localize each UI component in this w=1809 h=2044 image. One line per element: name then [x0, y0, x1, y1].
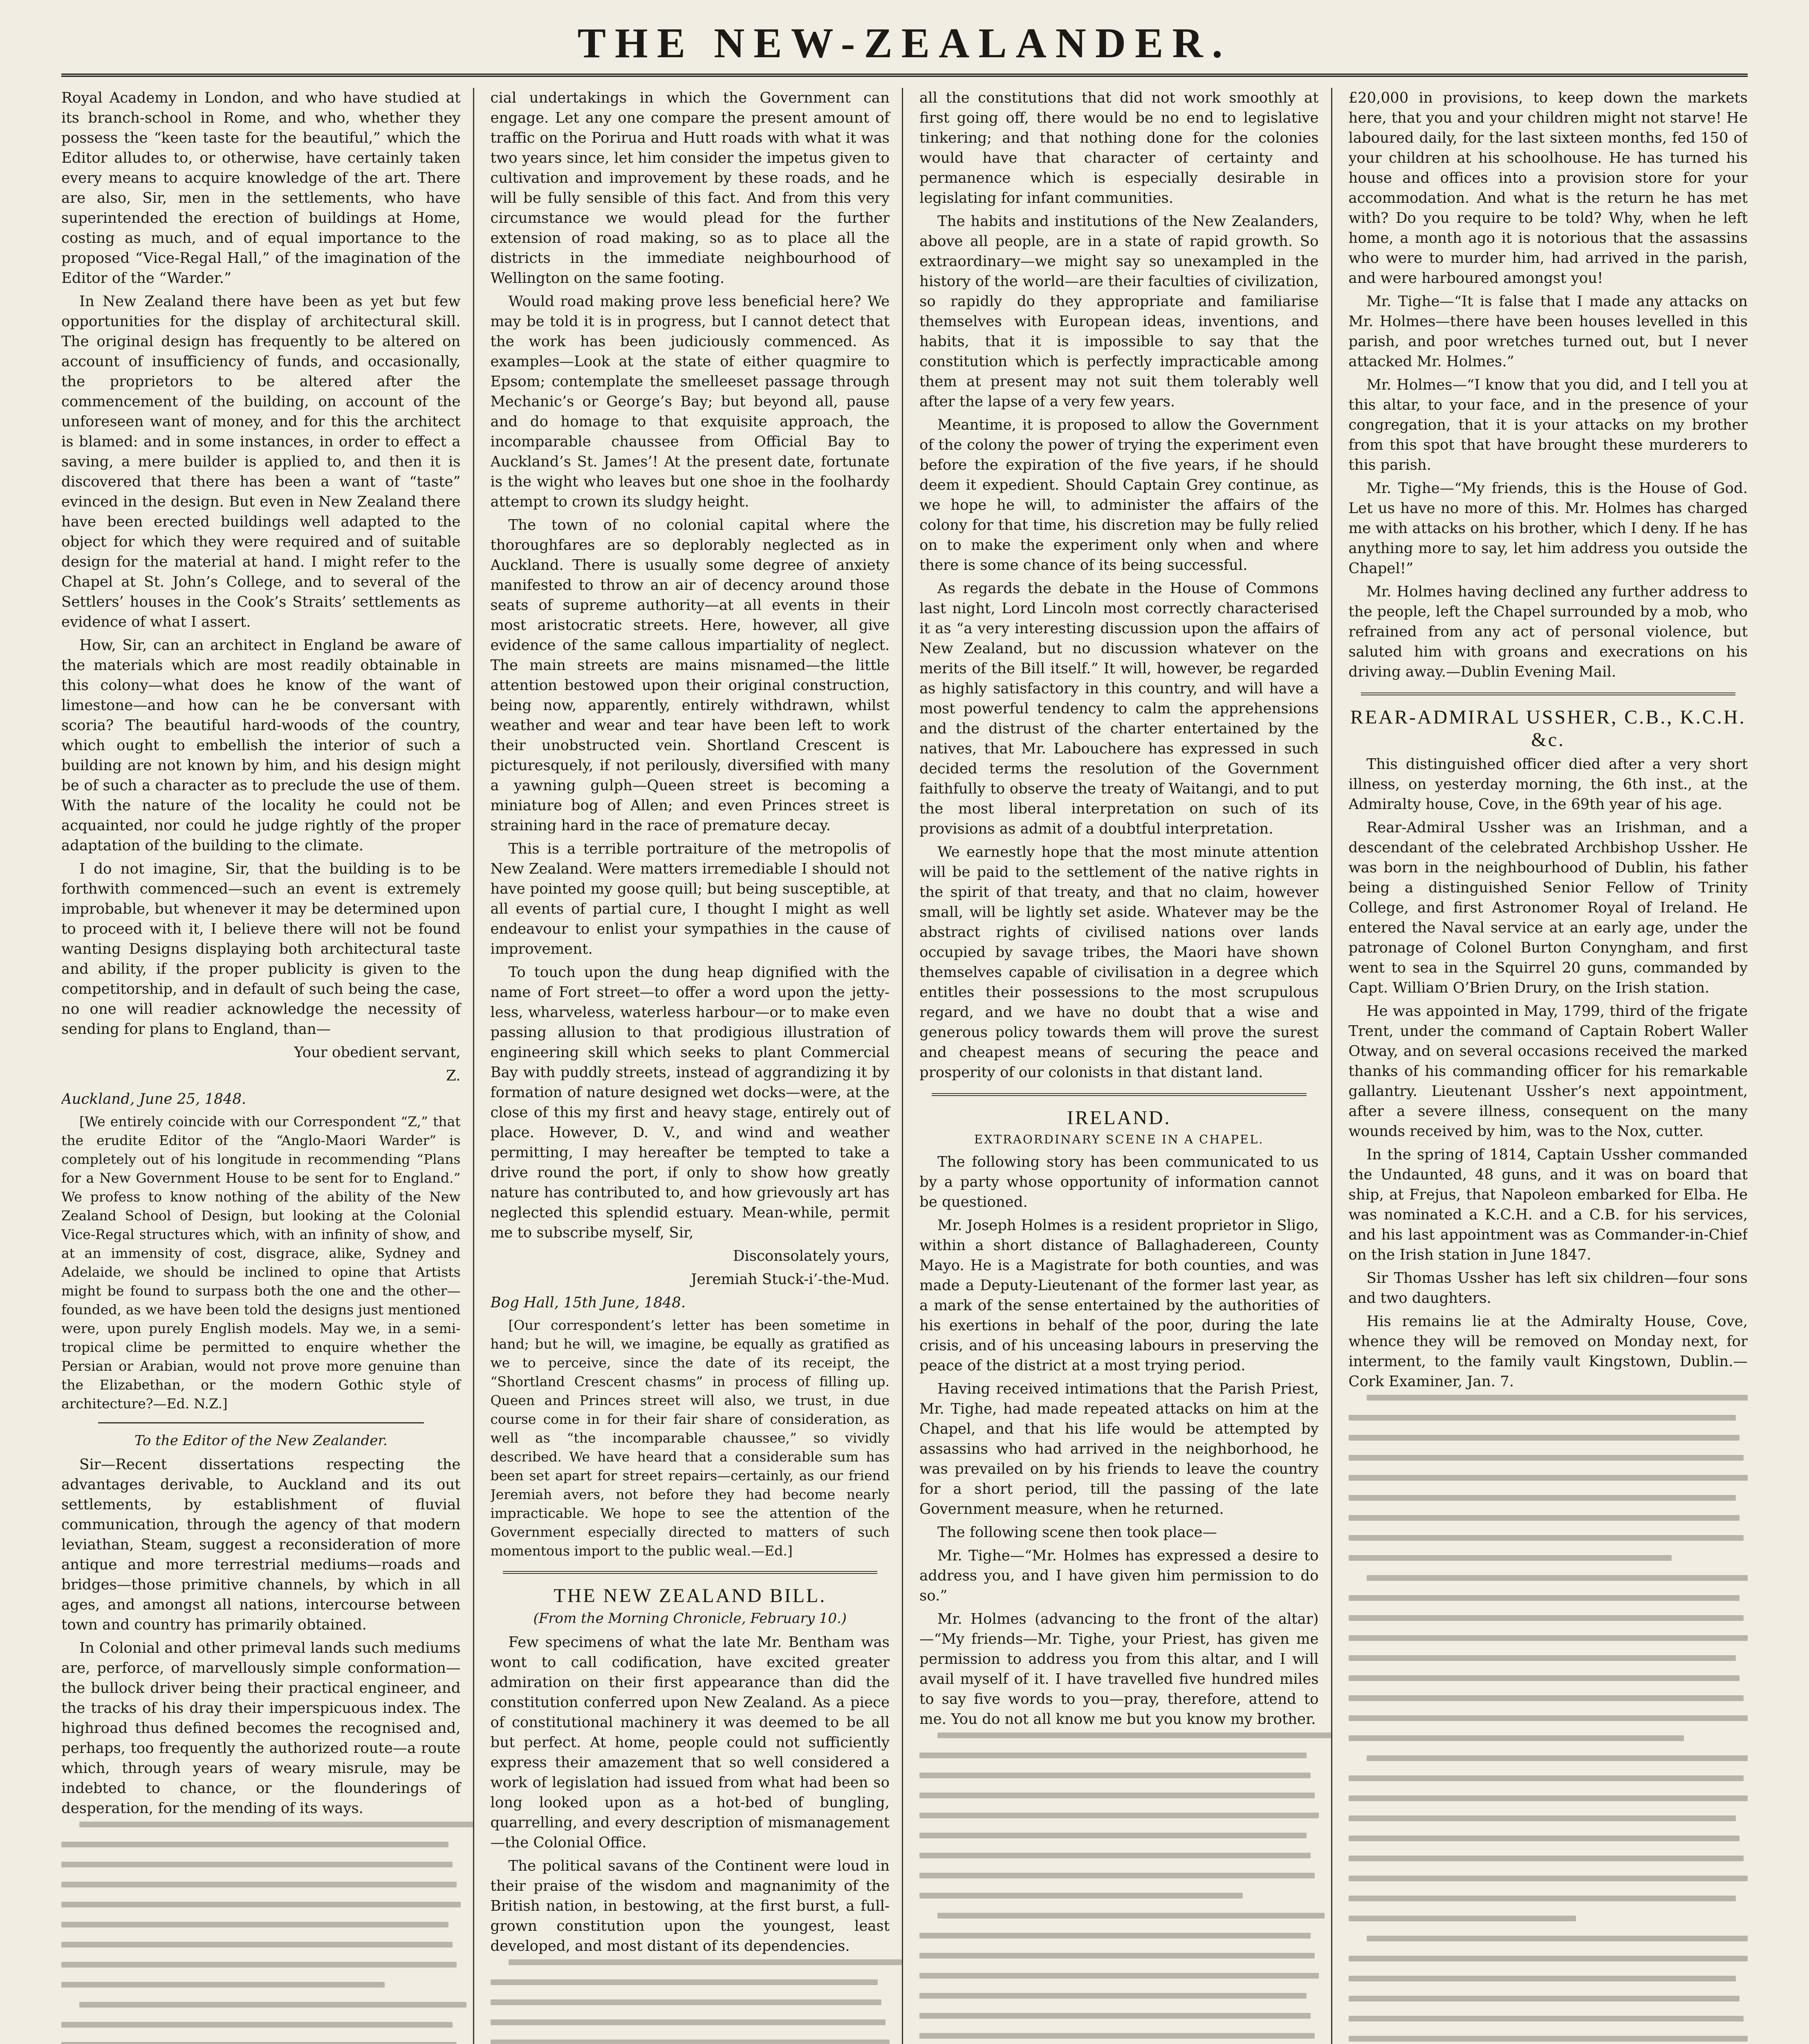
- text-line-placeholder: [491, 1979, 878, 1985]
- letter-signature: Z.: [446, 1067, 461, 1084]
- text-line-placeholder: [1349, 1896, 1736, 1901]
- text-line-placeholder: [61, 1862, 453, 1867]
- text-line-placeholder: [1349, 1615, 1744, 1621]
- text-line-placeholder: [61, 1842, 448, 1847]
- text-line-placeholder: [1349, 2036, 1748, 2042]
- text-line-placeholder: [1349, 1695, 1744, 1701]
- masthead: [61, 12, 1748, 77]
- section-divider: [1361, 693, 1736, 695]
- text-line-placeholder: [1349, 2016, 1744, 2022]
- text-line-placeholder: [919, 1933, 1311, 1939]
- letter-paragraph: I do not imagine, Sir, that the building is to be forthwith commenced—such an event is extremely improbable, but whenever it may be determined upon to proceed with it, I believe there will not be found wanting Designs displaying both architectural taste and ability, if the proper publicity is given to the competitorship, and in default of such being the case, no one will readier acknowledge the necessity of sending for plans to England, than—: [61, 861, 461, 1038]
- text-line-placeholder: [919, 1813, 1319, 1818]
- article-heading: REAR-ADMIRAL USSHER, C.B., K.C.H. &c.: [1350, 706, 1746, 751]
- article-paragraph: Mr. Tighe—“It is false that I made any attacks on Mr. Holmes—there have been houses levelled in this parish, and poor wretches turned out, but I never attacked Mr. Holmes.”: [1348, 293, 1748, 370]
- letter-paragraph: In New Zealand there have been as yet but few opportunities for the display of architectural skill. The original design has frequently to be altered on account of insufficiency of funds, and occasionally, the proprietors to be altered after the commencement of the building, on account of the unforeseen want of money, and for this the architect is blamed: and in some instances, in order to effect a saving, a mere builder is applied to, and then it is discovered that there has been a want of “taste” evinced in the design. But even in New Zealand there have been erected buildings well adapted to the object for which they were required and of suitable design for the material at hand. I might refer to the Chapel at St. John’s College, and to several of the Settlers’ houses in the Cook’s Straits’ settlements as evidence of what I assert.: [61, 293, 461, 630]
- text-line-placeholder: [491, 2019, 886, 2025]
- text-line-placeholder: [61, 2042, 457, 2044]
- letter-signature: Jeremiah Stuck-i’-the-Mud.: [691, 1271, 890, 1288]
- text-line-placeholder: [1349, 1495, 1736, 1501]
- letter-dateline: Auckland, June 25, 1848.: [61, 1091, 247, 1107]
- text-line-placeholder: [1349, 1795, 1748, 1801]
- letter-paragraph: Royal Academy in London, and who have studied at its branch-school in Rome, and who, whether they possess the “keen taste for the beautiful,” which the Editor alludes to, or otherwise, have certainly taken every means to acquire knowledge of the art. There are also, Sir, men in the settlements, who have superintended the erection of buildings at Home, costing as much, and of equal importance to the proposed “Vice-Regal Hall,” of the imagination of the Editor of the “Warder.”: [61, 90, 461, 287]
- article-paragraph: This distinguished officer died after a very short illness, on yesterday morning, the 6th inst., at the Admiralty house, Cove, in the 69th year of his age.: [1348, 756, 1748, 813]
- text-continuation: [491, 1959, 890, 2044]
- section-divider: [503, 1571, 878, 1574]
- text-line-placeholder: [1349, 1675, 1740, 1681]
- letter-paragraph: How, Sir, can an architect in England be aware of the materials which are most readily obtainable in this colony—what does he know of the want of limestone—and how can he be conversant with scoria? The beautiful hard-woods of the country, which ought to embellish the interior of such a building are not known by him, and his design might be of such a character as to preclude the use of them. With the nature of the locality he could not be acquainted, nor could he judge rightly of the proper adaptation of the building to the climate.: [61, 637, 461, 854]
- article-paragraph: Few specimens of what the late Mr. Bentham was wont to call codification, have excited greater admiration on their first appearance than did the constitution conferred upon New Zealand. As a piece of constitutional machinery it was deemed to be all but perfect. At home, people could not sufficiently express their amazement that so well considered a work of legislation had issued from what had been so long looked upon as a hot-bed of bungling, quarrelling, and every description of mismanagement—the Colonial Office.: [490, 1634, 890, 1851]
- column-3: [919, 88, 1332, 2044]
- text-line-placeholder: [1349, 1856, 1744, 1861]
- text-line-placeholder: [919, 1973, 1319, 1979]
- article-paragraph: The habits and institutions of the New Zealanders, above all people, are in a state of rapid growth. So extraordinary—we might say so unexampled in the history of the world—are their faculties of civilization, so rapidly do they appropriate and familiarise themselves with European ideas, inventions, and habits, that it is impossible to say that the constitution which is perfectly impracticable among them at present may not suit them tolerably well after the lapse of a very few years.: [919, 213, 1319, 410]
- article-heading: IRELAND.: [1067, 1107, 1171, 1129]
- columns: [61, 88, 1748, 2044]
- column-2: [491, 88, 903, 2044]
- text-line-placeholder: [937, 1732, 1332, 1738]
- editorial-note: [We entirely coincide with our Correspondent “Z,” that the erudite Editor of the “Anglo-Maori Warder” is completely out of his longitude in recommending “Plans for a New Government House to be sent for to England.” We profess to know nothing of the ability of the New Zealand School of Design, but looking at the Colonial Vice-Regal structures which, with an infinity of show, and at an immensity of cost, disgrace, alike, Sydney and Adelaide, we should be inclined to opine that Artists might be found to surpass both the one and the other—founded, as we have been told the designs just mentioned were, upon purely English models. May we, in a semi-tropical clime be permitted to enquire whether the Persian or Arabian, would not prove more genuine than the Elizabethan, or the modern Gothic style of architecture?—Ed. N.Z.]: [61, 1114, 461, 1412]
- text-line-placeholder: [1367, 1395, 1748, 1401]
- article-paragraph: The political savans of the Continent were loud in their praise of the wisdom and magnanimity of the British nation, in bestowing, at the first burst, a full-grown constitution upon the youngest, least developed, and most distant of its dependencies.: [490, 1858, 890, 1954]
- text-line-placeholder: [1349, 1876, 1748, 1881]
- text-line-placeholder: [1367, 1936, 1748, 1941]
- article-paragraph: Mr. Joseph Holmes is a resident proprietor in Sligo, within a short distance of Ballaghadereen, County Mayo. He is a Magistrate for both counties, and was made a Deputy-Lieutenant of the former last year, as a mark of the sense entertained by the authorities of his exertions in behalf of the poor, during the late crisis, and of his unceasing labours in preserving the peace of the district at a most trying period.: [919, 1217, 1319, 1374]
- article-paragraph: Sir Thomas Ussher has left six children—four sons and two daughters.: [1348, 1270, 1748, 1307]
- article-paragraph: As regards the debate in the House of Commons last night, Lord Lincoln most correctly characterised it as “a very interesting discussion upon the affairs of New Zealand, but no discussion whatever on the merits of the Bill itself.” It will, however, be regarded as highly satisfactory in this country, and will have a most powerful tendency to calm the apprehensions and the distrust of the charter entertained by the natives, that Mr. Labouchere has expressed in such decided terms the resolution of the Government faithfully to observe the treaty of Waitangi, and to put the most liberal interpretation on such of its provisions as admit of a doubtful interpretation.: [919, 580, 1319, 837]
- text-line-placeholder: [919, 1893, 1243, 1898]
- text-line-placeholder: [919, 1993, 1307, 1999]
- letter-paragraph: Sir—Recent dissertations respecting the advantages derivable, to Auckland and its out settlements, by establishment of fluvial communication, through the agency of that modern leviathan, Steam, suggest a reconsideration of more antique and more terrestrial mediums—roads and bridges—those primitive channels, by which in all ages, and amongst all nations, intercourse between town and country has primarily obtained.: [61, 1456, 461, 1633]
- text-line-placeholder: [919, 1853, 1311, 1858]
- article-paragraph: Mr. Tighe—“Mr. Holmes has expressed a desire to address you, and I have given him permission to do so.”: [919, 1547, 1319, 1604]
- text-line-placeholder: [61, 1982, 385, 1988]
- text-line-placeholder: [1349, 1996, 1740, 2001]
- article-paragraph: The following story has been communicated to us by a party whose opportunity of information cannot be questioned.: [919, 1154, 1319, 1210]
- text-line-placeholder: [919, 2033, 1315, 2039]
- article-heading: THE NEW ZEALAND BILL.: [554, 1585, 827, 1607]
- text-line-placeholder: [1349, 1635, 1748, 1641]
- text-line-placeholder: [61, 1962, 457, 1968]
- text-line-placeholder: [1349, 1836, 1740, 1841]
- text-line-placeholder: [1349, 1415, 1736, 1421]
- editor-reply: [Our correspondent’s letter has been sometime in hand; but he will, we imagine, be equally as gratified as we to perceive, since the date of its receipt, the “Shortland Crescent chasms” in process of filling up. Queen and Princes street will also, we trust, in due course come in for their fair share of consideration, as well as “the incomparable chaussee,” so vividly described. We have heard that a considerable sum has been set apart for street repairs—certainly, as our friend Jeremiah avers, not before they had become nearly impracticable. We hope to see the attention of the Government especially directed to matters of such momentous import to the public weal.—Ed.]: [490, 1317, 890, 1559]
- article-paragraph: Mr. Holmes (advancing to the front of the altar)—“My friends—Mr. Tighe, your Priest, has given me permission to address you from this altar, and I will avail myself of it. I have travelled five hundred miles to say five words to you—pray, therefore, attend to me. You do not all know me but you know my brother.: [919, 1611, 1319, 1728]
- text-line-placeholder: [1367, 1575, 1748, 1581]
- newspaper-title: THE NEW-ZEALANDER.: [577, 19, 1232, 67]
- text-line-placeholder: [61, 1942, 453, 1948]
- article-paragraph: His remains lie at the Admiralty House, Cove, whence they will be removed on Monday next, for interment, to the family vault Kingstown, Dublin.—Cork Examiner, Jan. 7.: [1348, 1313, 1748, 1390]
- text-line-placeholder: [1349, 1956, 1748, 1961]
- letter-title: To the Editor of the New Zealander.: [134, 1432, 388, 1449]
- text-line-placeholder: [79, 2002, 466, 2008]
- text-line-placeholder: [491, 1999, 882, 2005]
- text-line-placeholder: [1349, 1475, 1748, 1481]
- text-line-placeholder: [919, 1793, 1315, 1798]
- text-continuation: [919, 1732, 1319, 2044]
- text-line-placeholder: [61, 2022, 453, 2028]
- text-line-placeholder: [1349, 1735, 1684, 1741]
- text-line-placeholder: [1349, 1535, 1744, 1541]
- article-paragraph: Rear-Admiral Ussher was an Irishman, and a descendant of the celebrated Archbishop Ussher. He was born in the neighbourhood of Dublin, his father being a distinguished Senior Fellow of Trinity College, and first Astronomer Royal of Ireland. He entered the Naval service at an early age, under the patronage of Colonel Burton Conyngham, and first went to sea in the Squirrel 20 guns, commanded by Capt. William O’Brien Drury, on the Irish station.: [1348, 819, 1748, 996]
- text-line-placeholder: [1349, 1555, 1672, 1561]
- text-line-placeholder: [1349, 1655, 1736, 1661]
- letter-sign-off: Disconsolately yours,: [733, 1248, 890, 1264]
- text-line-placeholder: [1349, 1715, 1748, 1721]
- text-line-placeholder: [919, 1833, 1307, 1838]
- text-line-placeholder: [79, 1822, 474, 1827]
- text-line-placeholder: [919, 1773, 1311, 1778]
- text-line-placeholder: [491, 2040, 890, 2044]
- text-line-placeholder: [937, 1913, 1325, 1918]
- letter-paragraph: This is a terrible portraiture of the metropolis of New Zealand. Were matters irremediable I should not have pointed my goose quill; but being susceptible, at all events of partial cure, I thought I might as well endeavour to enlist your sympathies in the cause of improvement.: [490, 840, 890, 957]
- section-divider: [932, 1093, 1307, 1096]
- letter-paragraph: Would road making prove less beneficial here? We may be told it is in progress, but I cannot detect that the work has been judiciously commenced. As examples—Look at the state of either quagmire to Epsom; contemplate the smelleeset passage through Mechanic’s or George’s Bay; but beyond all, pause and do homage to that exquisite approach, the incomparable chaussee from Official Bay to Auckland’s St. James’! At the present date, fortunate is the wight who leaves but one shoe in the foolhardy attempt to crown its sludgy height.: [490, 293, 890, 510]
- letter-dateline: Bog Hall, 15th June, 1848.: [490, 1294, 686, 1311]
- text-continuation: [1349, 1395, 1748, 2044]
- text-line-placeholder: [1349, 1455, 1744, 1461]
- article-paragraph: He was appointed in May, 1799, third of the frigate Trent, under the command of Captain Robert Waller Otway, and on several occasions received the marked thanks of his commanding officer for his remarkable gallantry. Lieutenant Ussher’s next appointment, after a severe illness, consequent on the many wounds received by him, was to the Nox, cutter.: [1348, 1003, 1748, 1140]
- letter-paragraph: In Colonial and other primeval lands such mediums are, perforce, of marvellously simple conformation—the bullock driver being their practical engineer, and the tracks of his dray their imperspicuous index. The highroad thus defined becomes the recognised and, perhaps, too frequently the authorized route—a route which, through years of weary misrule, may be indebted to chance, or the flounderings of desperation, for the mending of its ways.: [61, 1640, 461, 1817]
- article-subheading: EXTRAORDINARY SCENE IN A CHAPEL.: [974, 1132, 1264, 1146]
- article-paragraph: Mr. Tighe—“My friends, this is the House of God. Let us have no more of this. Mr. Holmes has charged me with attacks on his brother, which I deny. If he has anything more to say, let him address you outside the Chapel!”: [1348, 480, 1748, 577]
- text-line-placeholder: [1349, 1976, 1736, 1981]
- text-line-placeholder: [1349, 1916, 1576, 1921]
- article-paragraph: Mr. Holmes having declined any further address to the people, left the Chapel surrounded by a mob, who refrained from any act of personal violence, but saluted him with groans and execrations on his driving away.—Dublin Evening Mail.: [1348, 583, 1748, 680]
- letter-paragraph: cial undertakings in which the Government can engage. Let any one compare the present amount of traffic on the Porirua and Hutt roads with what it was two years since, let him consider the impetus given to cultivation and improvement by these roads, and he will be fully sensible of this fact. And from this very circumstance we would plead for the further extension of road making, so as to place all the districts in the immediate neighbourhood of Wellington on the same footing.: [490, 90, 890, 287]
- article-paragraph: all the constitutions that did not work smoothly at first going off, there would be no end to legislative tinkering; and that nothing done for the colonies would have that character of certainty and permanence which is especially desirable in legislating for infant communities.: [919, 90, 1319, 206]
- text-line-placeholder: [1349, 1435, 1740, 1441]
- text-line-placeholder: [61, 1882, 457, 1887]
- article-paragraph: Having received intimations that the Parish Priest, Mr. Tighe, had made repeated attacks on him at the Chapel, and that his life would be attempted by assassins who had arrived in the neighborhood, he was prevailed on by his friends to leave the country for a short period, till the passing of the late Government measure, when he returned.: [919, 1381, 1319, 1517]
- text-line-placeholder: [919, 1953, 1315, 1959]
- text-line-placeholder: [919, 1873, 1315, 1878]
- column-1: [61, 88, 474, 2044]
- article-paragraph: £20,000 in provisions, to keep down the markets here, that you and your children might not starve! He laboured daily, for the last sixteen months, fed 150 of your children at his schoolhouse. He has turned his house and offices into a provision store for your accommodation. And what is the return he has met with? Do you require to be told? Why, when he left home, a month ago it is notorious that the assassins who were to murder him, had arrived in the parish, and were harboured amongst you!: [1348, 90, 1748, 287]
- text-line-placeholder: [1349, 1595, 1740, 1601]
- text-line-placeholder: [919, 2013, 1311, 2019]
- text-line-placeholder: [61, 1902, 461, 1907]
- text-line-placeholder: [1367, 1755, 1748, 1761]
- text-line-placeholder: [61, 1922, 448, 1927]
- text-line-placeholder: [1349, 1815, 1736, 1821]
- letter-paragraph: To touch upon the dung heap dignified with the name of Fort street—to offer a word upon the jetty-less, wharveless, waterless harbour—or to make even passing allusion to that prodigious illustration of engineering skill which seeks to plant Commercial Bay with puddly streets, instead of aggrandizing it by formation of nature designed wet docks—were, at the close of this my first and heavy stage, entirely out of place. However, D. V., and wind and weather permitting, I may hereafter be tempted to take a drive round the port, if only to show how greatly nature has contributed to, and how grievously art has neglected this splendid estuary. Mean-while, permit me to subscribe myself, Sir,: [490, 964, 890, 1241]
- article-paragraph: The following scene then took place—: [937, 1524, 1217, 1541]
- column-4: [1349, 88, 1748, 2044]
- article-paragraph: Meantime, it is proposed to allow the Government of the colony the power of trying the experiment even before the expiration of the five years, if he should deem it expedient. Should Captain Grey continue, as we hope he will, to administer the affairs of the colony for that time, his discretion may be fully relied on to make the experiment only when and where there is some chance of its being successful.: [919, 417, 1319, 574]
- text-line-placeholder: [509, 1959, 903, 1965]
- letter-paragraph: The town of no colonial capital where the thoroughfares are so deplorably neglected as in Auckland. There is usually some degree of anxiety manifested to throw an air of decency around those seats of supreme authority—at all events in their most aristocratic streets. Here, however, all give evidence of the same callous impartiality of neglect. The main streets are mains misnamed—the little attention bestowed upon their original construction, being now, apparently, entirely withdrawn, whilst weather and wear and tear have been left to work their unobstructed vein. Shortland Crescent is picturesquely, if not perilously, diversified with many a yawning gulph—Queen street is becoming a miniature bog of Allen; and even Princes street is straining hard in the race of premature decay.: [490, 517, 890, 834]
- article-paragraph: Mr. Holmes—“I know that you did, and I tell you at this altar, to your face, and in the presence of your congregation, that it is your attacks on my brother from this spot that have brought these murderers to this parish.: [1348, 377, 1748, 473]
- text-continuation: [61, 1822, 461, 2044]
- article-paragraph: We earnestly hope that the most minute attention will be paid to the settlement of the native rights in the spirit of that treaty, and that no claim, however small, will be lightly set aside. Whatever may be the abstract rights of civilised nations over lands occupied by savage tribes, the Maori have shown themselves capable of civilisation in a degree which entitles their possessions to the most scrupulous regard, and we have no doubt that a wise and generous policy towards them will prove the surest and cheapest means of securing the peace and prosperity of our colonists in that distant land.: [919, 844, 1319, 1081]
- section-divider: [98, 1422, 424, 1423]
- text-line-placeholder: [919, 1753, 1307, 1758]
- text-line-placeholder: [1349, 1775, 1744, 1781]
- letter-sign-off: Your obedient servant,: [294, 1044, 461, 1061]
- article-paragraph: In the spring of 1814, Captain Ussher commanded the Undaunted, 48 guns, and it was on board that ship, at Frejus, that Napoleon embarked for Elba. He was nominated a K.C.H. and a C.B. for his services, and his last appointment was as Commander-in-Chief on the Irish station in June 1847.: [1348, 1146, 1748, 1263]
- text-line-placeholder: [1349, 1515, 1740, 1521]
- article-source: (From the Morning Chronicle, February 10.): [533, 1610, 847, 1627]
